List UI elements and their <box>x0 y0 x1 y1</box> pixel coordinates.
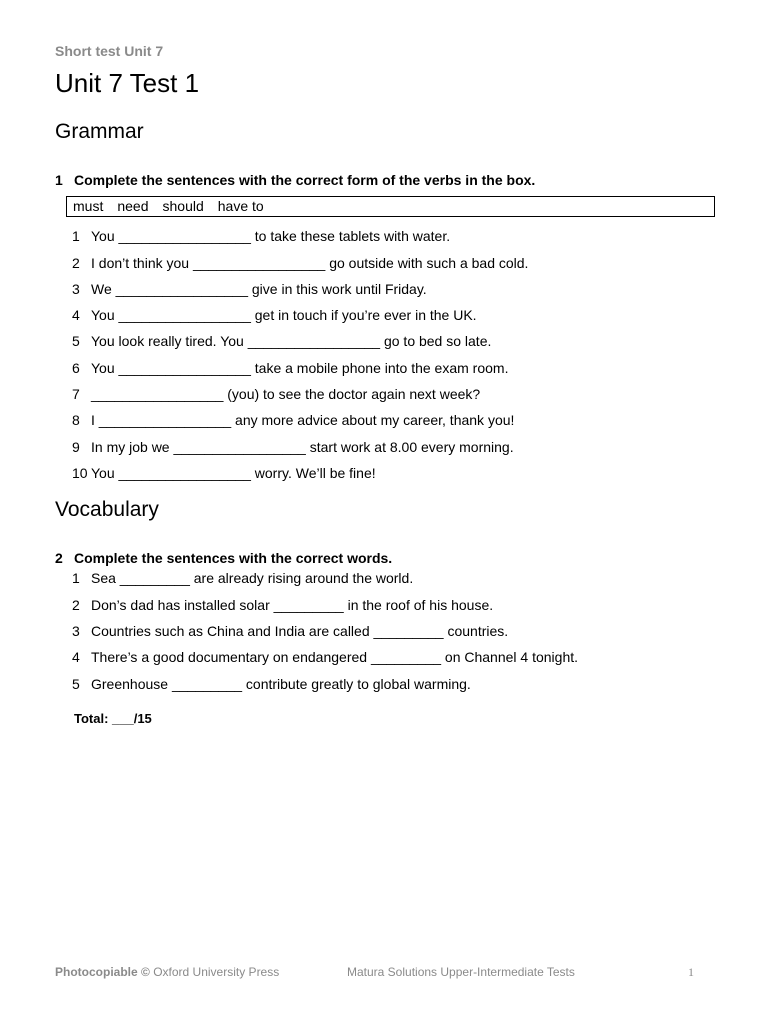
grammar-item <box>72 281 427 297</box>
item-text: Sea _________ are already rising around the world. <box>91 570 414 586</box>
verb-word: must <box>73 198 104 214</box>
grammar-item <box>72 465 376 481</box>
grammar-item <box>72 439 514 455</box>
item-number: 3 <box>72 623 80 639</box>
footer-copyright <box>55 965 279 979</box>
item-number: 9 <box>72 439 80 455</box>
vocabulary-instruction <box>55 550 392 566</box>
item-number: 7 <box>72 386 80 402</box>
grammar-item <box>72 412 514 428</box>
verb-word: should <box>162 198 204 214</box>
item-number: 1 <box>72 570 80 586</box>
item-text: In my job we _________________ start work at 8.00 every morning. <box>91 439 514 455</box>
vocabulary-item <box>72 623 508 639</box>
verb-word: have to <box>217 198 264 214</box>
instruction-number: 2 <box>55 550 63 566</box>
item-number: 8 <box>72 412 80 428</box>
item-text: You look really tired. You _________________ go to bed so late. <box>91 333 492 349</box>
item-number: 2 <box>72 597 80 613</box>
short-test-label: Short test Unit 7 <box>55 43 164 59</box>
item-number: 4 <box>72 649 80 665</box>
item-number: 5 <box>72 333 80 349</box>
item-number: 10 <box>72 465 88 481</box>
footer-book-title: Matura Solutions Upper-Intermediate Tests <box>347 965 575 979</box>
item-text: I don’t think you _________________ go outside with such a bad cold. <box>91 255 529 271</box>
page-title: Unit 7 Test 1 <box>55 68 200 98</box>
grammar-item <box>72 386 480 402</box>
item-text: You _________________ get in touch if you’re ever in the UK. <box>91 307 477 323</box>
grammar-instruction <box>55 172 535 188</box>
instruction-text: Complete the sentences with the correct words. <box>74 550 393 566</box>
grammar-item <box>72 360 508 376</box>
instruction-number: 1 <box>55 172 63 188</box>
vocabulary-item <box>72 597 493 613</box>
item-number: 2 <box>72 255 80 271</box>
item-text: _________________ (you) to see the doctor again next week? <box>91 386 481 402</box>
grammar-heading: Grammar <box>55 120 144 143</box>
page-number: 1 <box>688 965 694 979</box>
vocabulary-item <box>72 570 413 586</box>
grammar-item <box>72 255 528 271</box>
item-number: 4 <box>72 307 80 323</box>
vocabulary-heading: Vocabulary <box>55 498 159 521</box>
item-text: You _________________ take a mobile phone into the exam room. <box>91 360 509 376</box>
item-number: 5 <box>72 676 80 692</box>
verb-box <box>66 196 715 217</box>
instruction-text: Complete the sentences with the correct form of the verbs in the box. <box>74 172 536 188</box>
total-score: Total: ___/15 <box>74 711 152 726</box>
item-text: Don’s dad has installed solar _________ in the roof of his house. <box>91 597 494 613</box>
publisher-name: Oxford University Press <box>153 965 280 979</box>
verb-word: need <box>117 198 149 214</box>
item-text: You _________________ to take these tablets with water. <box>91 228 451 244</box>
item-text: There’s a good documentary on endangered _________ on Channel 4 tonight. <box>91 649 579 665</box>
grammar-item <box>72 307 477 323</box>
item-text: I _________________ any more advice about my career, thank you! <box>91 412 515 428</box>
item-number: 6 <box>72 360 80 376</box>
grammar-item <box>72 228 450 244</box>
photocopiable-label: Photocopiable © <box>55 965 150 979</box>
item-number: 1 <box>72 228 80 244</box>
item-text: Greenhouse _________ contribute greatly to global warming. <box>91 676 471 692</box>
vocabulary-item <box>72 676 471 692</box>
grammar-item <box>72 333 491 349</box>
item-text: We _________________ give in this work until Friday. <box>91 281 427 297</box>
item-number: 3 <box>72 281 80 297</box>
item-text: Countries such as China and India are called _________ countries. <box>91 623 509 639</box>
vocabulary-item <box>72 649 578 665</box>
item-text: You _________________ worry. We’ll be fine! <box>91 465 376 481</box>
